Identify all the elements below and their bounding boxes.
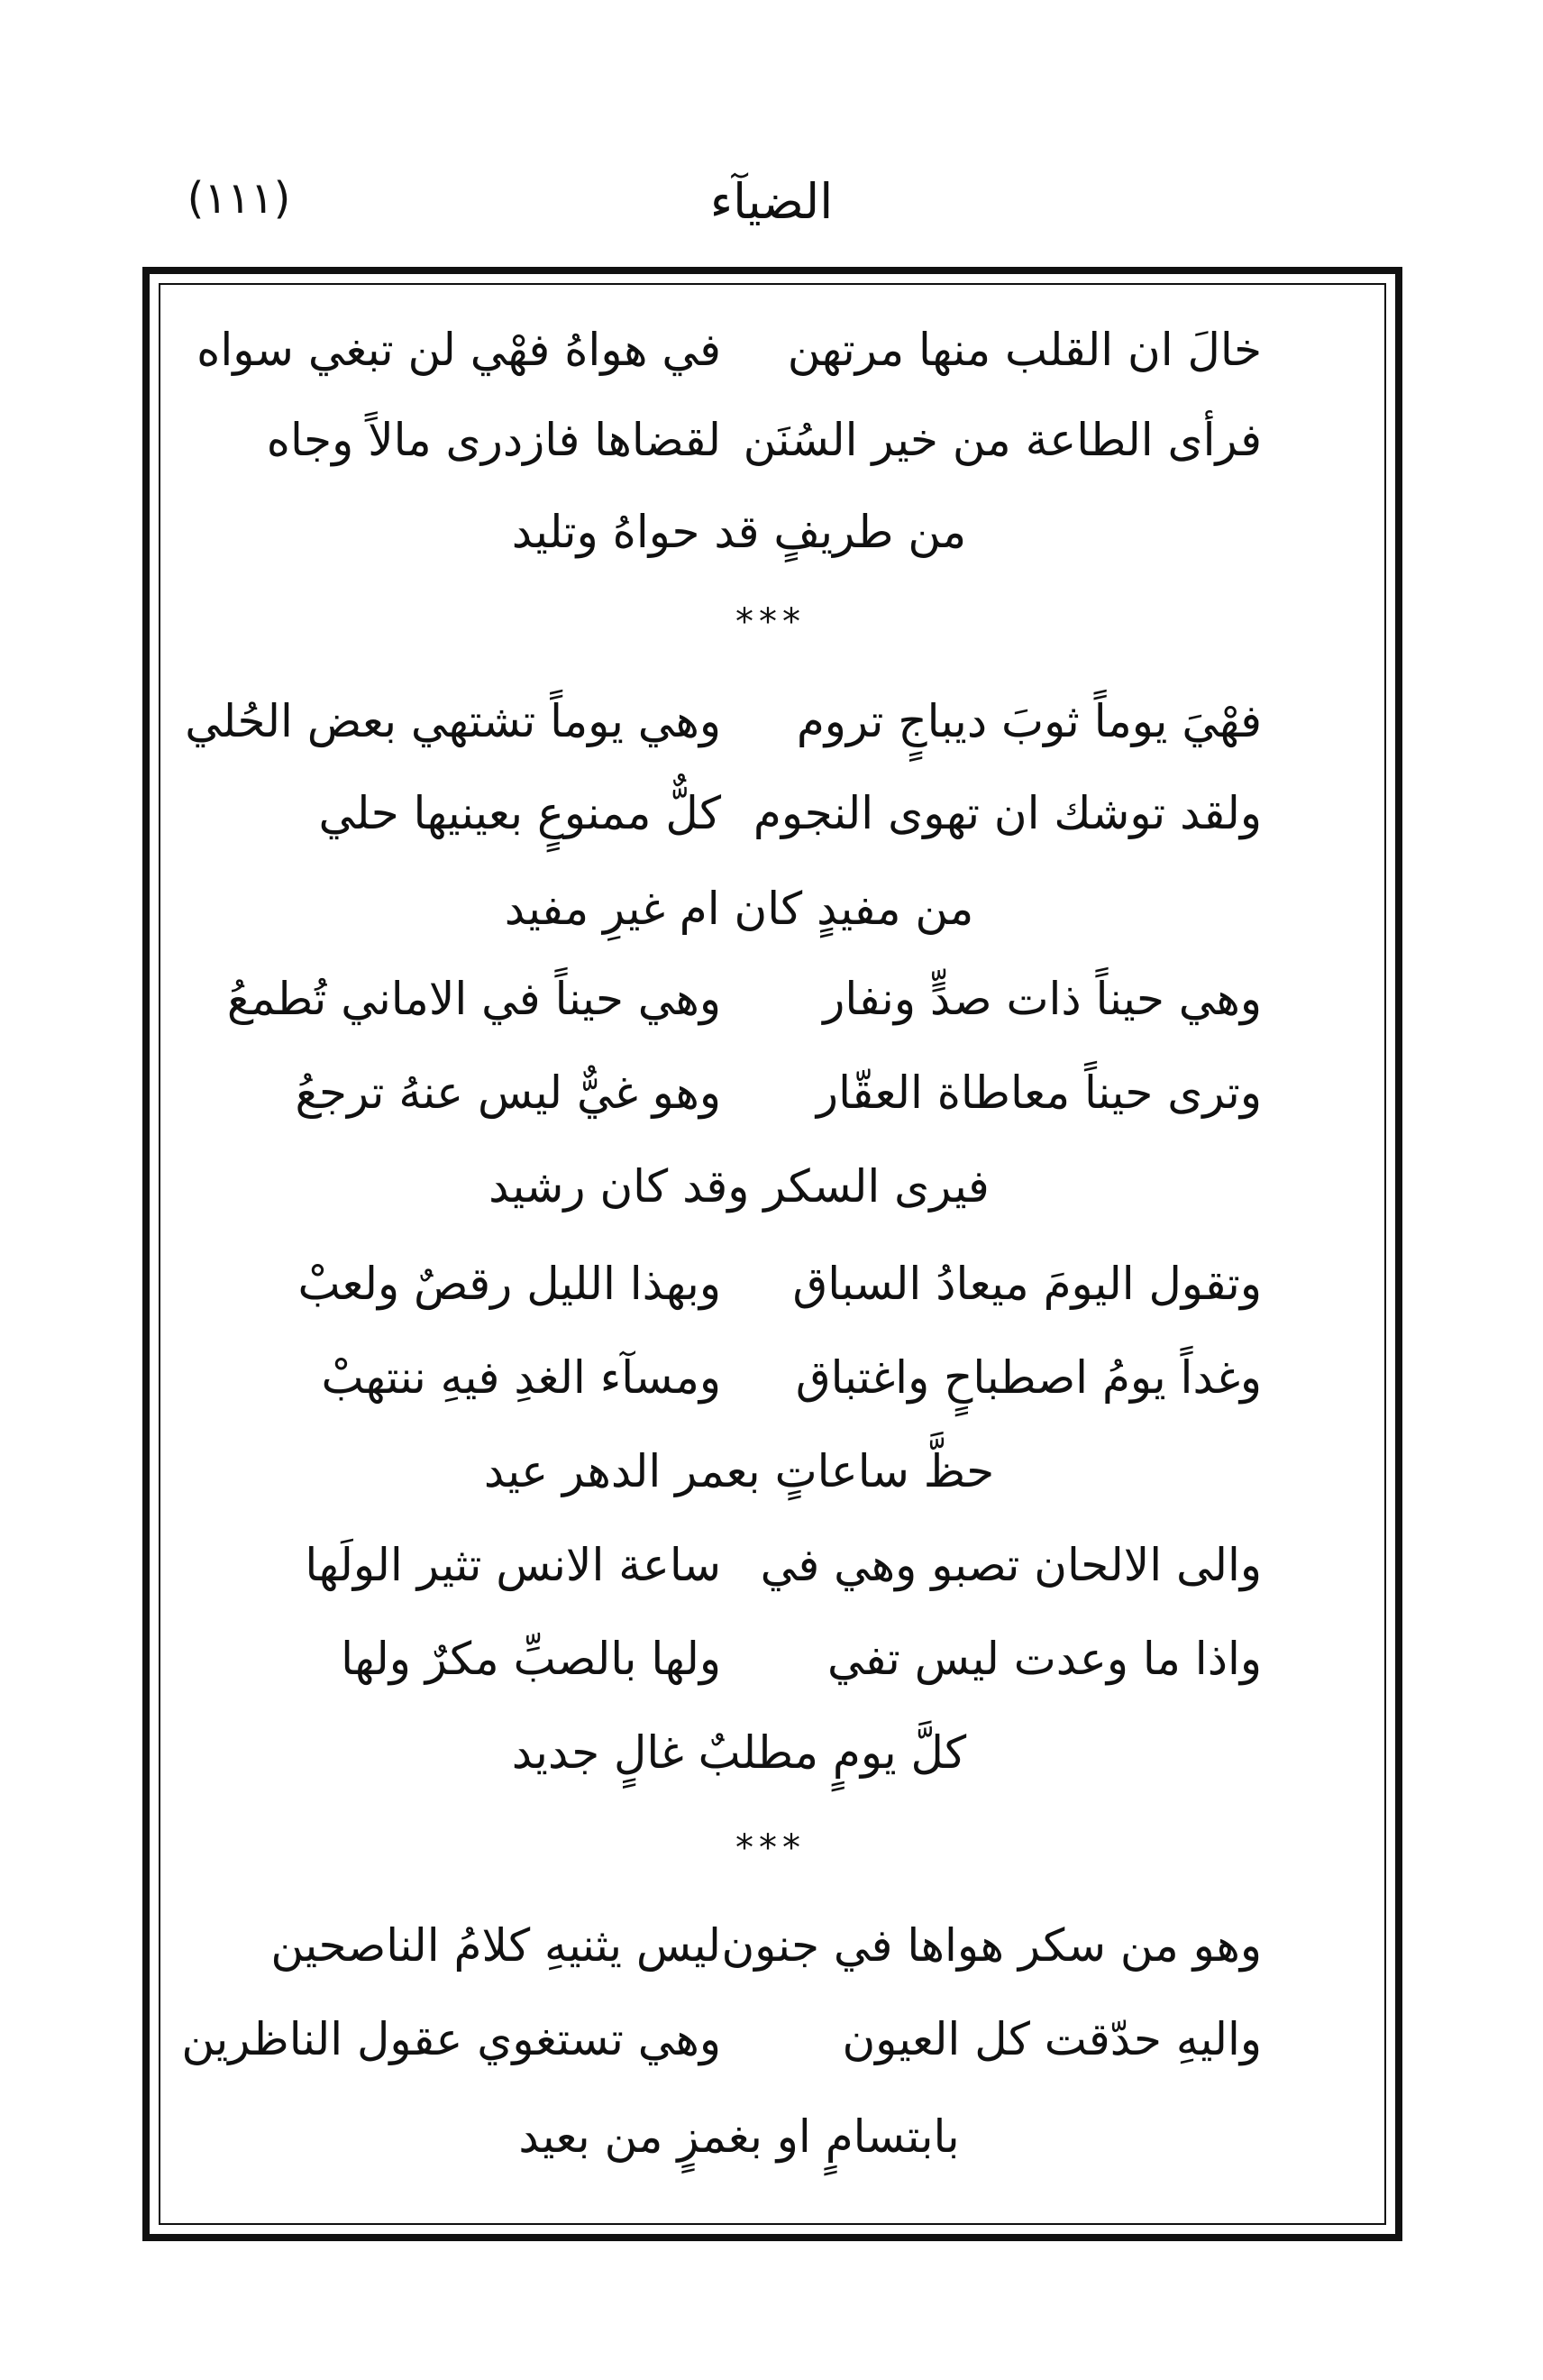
hemistich-right: وتقول اليومَ ميعادُ السباق [792,1258,1262,1310]
hemistich-right: فرأى الطاعة من خير السُنَن [743,414,1262,466]
page-number: (١١١) [187,173,291,224]
section-divider-asterisks: *** [735,601,806,643]
hemistich-left: لقضاها فازدرى مالاً وجاه [266,414,721,466]
hemistich-left: ساعة الانس تثير الولَها [305,1539,721,1591]
hemistich-right: وهو من سكر هواها في جنون [721,1919,1262,1972]
hemistich-left: ولها بالصبِّ مكرٌ ولها [341,1633,721,1685]
running-header-title: الضيآء [709,173,834,230]
hemistich-right: واذا ما وعدت ليس تفي [826,1633,1262,1685]
hemistich-right: وهي حيناً ذات صدٍّ ونفار [823,973,1262,1025]
hemistich-left: ليس يثنيهِ كلامُ الناصحين [270,1919,721,1972]
hemistich-left: وبهذا الليل رقصٌ ولعبْ [297,1258,721,1310]
refrain-line: حظَّ ساعاتٍ بعمر الدهر عيد [483,1445,995,1497]
hemistich-left: وهي يوماً تشتهي بعض الحُلي [185,695,721,747]
hemistich-right: والى الالحان تصبو وهي في [760,1539,1262,1591]
hemistich-left: ومسآء الغدِ فيهِ ننتهبْ [321,1351,721,1404]
refrain-line: كلَّ يومٍ مطلبٌ غالٍ جديد [511,1726,967,1779]
hemistich-left: وهو غيٌّ ليس عنهُ ترجعُ [295,1066,721,1119]
hemistich-left: في هواهُ فهْي لن تبغي سواه [196,324,721,376]
section-divider-asterisks: *** [735,1827,806,1869]
refrain-line: بابتسامٍ او بغمزٍ من بعيد [518,2110,960,2163]
hemistich-right: فهْيَ يوماً ثوبَ ديباجٍ تروم [796,695,1262,747]
hemistich-left: كلٌّ ممنوعٍ بعينيها حلي [318,787,721,839]
hemistich-right: ولقد توشك ان تهوى النجوم [753,787,1262,839]
refrain-line: من طريفٍ قد حواهُ وتليد [511,506,967,558]
hemistich-left: وهي حيناً في الاماني تُطمعُ [226,973,721,1025]
hemistich-right: وترى حيناً معاطاة العقّار [816,1066,1262,1119]
refrain-line: من مفيدٍ كان ام غيرِ مفيد [504,883,974,935]
hemistich-right: واليهِ حدّقت كل العيون [842,2013,1262,2065]
hemistich-right: خالَ ان القلب منها مرتهن [787,324,1262,376]
hemistich-right: وغداً يومُ اصطباحٍ واغتباق [795,1351,1262,1404]
hemistich-left: وهي تستغوي عقول الناظرين [181,2013,721,2065]
refrain-line: فيرى السكر وقد كان رشيد [488,1160,990,1213]
